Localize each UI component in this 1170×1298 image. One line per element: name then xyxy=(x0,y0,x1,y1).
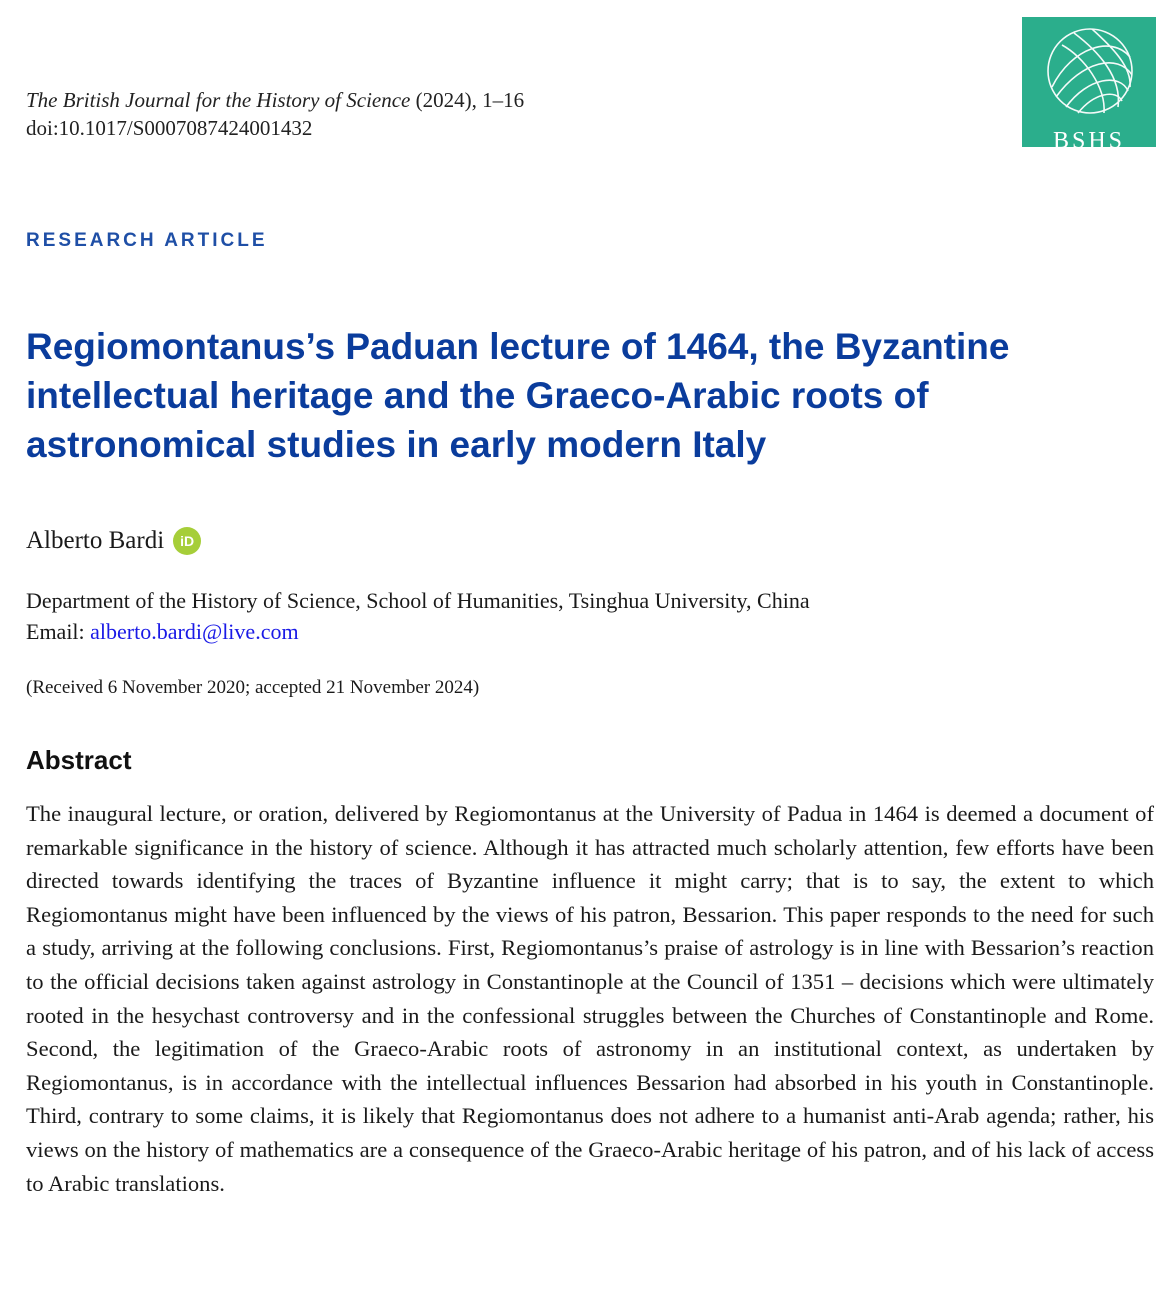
abstract-heading: Abstract xyxy=(26,745,132,775)
article-type: RESEARCH ARTICLE xyxy=(26,230,268,251)
journal-name: The British Journal for the History of Science xyxy=(26,88,411,112)
email-link[interactable]: alberto.bardi@live.com xyxy=(90,619,299,644)
journal-year-pages: (2024), 1–16 xyxy=(410,88,525,112)
affiliation-block xyxy=(26,585,810,647)
bshs-logo xyxy=(1022,17,1156,154)
logo-text: BSHS xyxy=(1052,128,1126,154)
journal-line xyxy=(26,86,524,114)
orcid-icon[interactable] xyxy=(173,527,201,555)
article-title: Regiomontanus’s Paduan lecture of 1464, the Byzantine intellectual heritage and the Graeco-Arabic roots of astronomical studies in early modern Italy xyxy=(26,326,1010,465)
author-name: Alberto Bardi xyxy=(26,527,165,554)
journal-citation xyxy=(26,86,524,142)
abstract-text: The inaugural lecture, or oration, delivered by Regiomontanus at the University of Padua in 1464 is deemed a document of remarkable significance in the history of science. Although it has attracted much scholarly attention, few efforts have been directed towards identifying the traces of Byzantine influence it might carry; that is to say, the extent to which Regiomontanus might have been influenced by the views of his patron, Bessarion. This paper responds to the need for such a study, arriving at the following conclusions. First, Regiomontanus’s praise of astrology is in line with Bessarion’s reaction to the official decisions taken against astrology in Constantinople at the Council of 1351 – decisions which were ultimately rooted in the hesychast controversy and in the confessional struggles between the Churches of Constantinople and Rome. Second, the legitimation of the Graeco-Arabic roots of astronomy in an institutional context, as undertaken by Regiomontanus, is in accordance with the intellectual influences Bessarion had absorbed in his youth in Constantinople. Third, contrary to some claims, it is likely that Regiomontanus does not adhere to a humanist anti-Arab agenda; rather, his views on the history of mathematics are a consequence of the Graeco-Arabic heritage of his patron, and of his lack of access to Arabic translations. xyxy=(26,801,1154,1196)
journal-doi: doi:10.1017/S0007087424001432 xyxy=(26,116,313,140)
email-line xyxy=(26,616,810,647)
orcid-badge-text: iD xyxy=(180,533,195,549)
author-row xyxy=(26,526,201,556)
received-dates: (Received 6 November 2020; accepted 21 November 2024) xyxy=(26,677,480,698)
email-label: Email: xyxy=(26,619,91,644)
affiliation: Department of the History of Science, School of Humanities, Tsinghua University, China xyxy=(26,588,810,613)
